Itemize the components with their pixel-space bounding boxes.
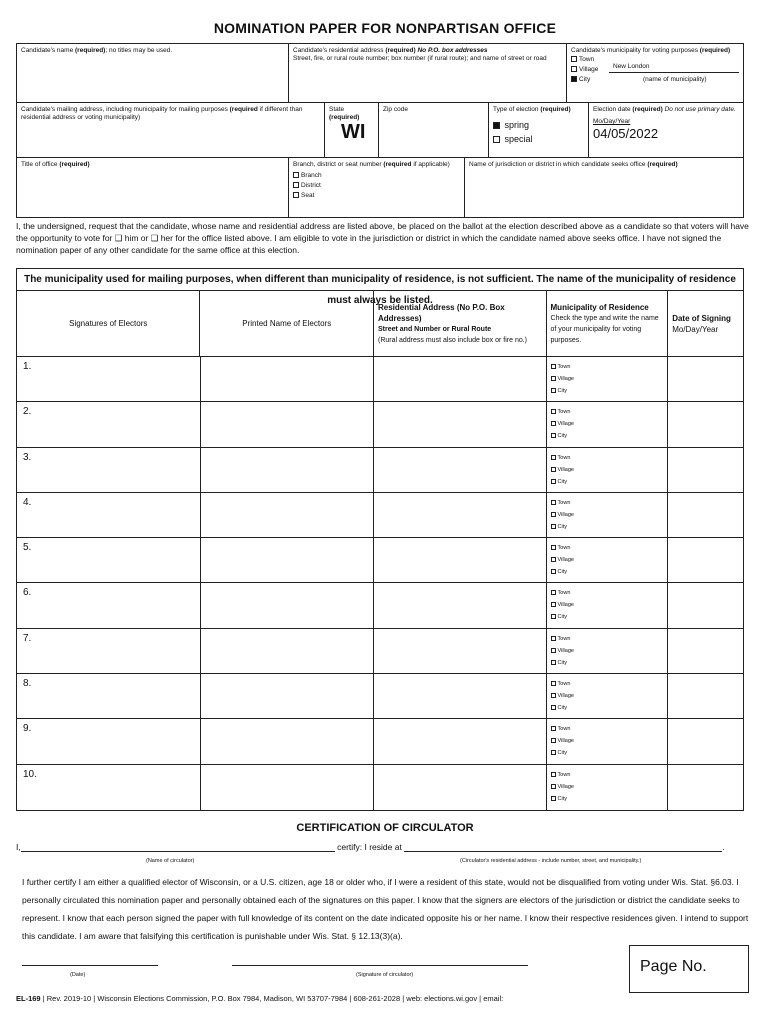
mun-opt-label: City bbox=[557, 388, 568, 394]
signature-caption: (Signature of circulator) bbox=[356, 972, 414, 978]
mun-title: Municipality of Residence bbox=[550, 302, 649, 312]
city-checkbox[interactable] bbox=[551, 660, 556, 665]
row-number: 2. bbox=[23, 406, 32, 418]
village-checkbox[interactable] bbox=[551, 693, 556, 698]
signature-cell[interactable] bbox=[17, 629, 201, 673]
table-row bbox=[17, 402, 743, 447]
state-label: State bbox=[329, 106, 345, 113]
jurisdiction-label: Name of jurisdiction or district in which candidate seeks office bbox=[469, 161, 646, 168]
mailing-label: Candidate's mailing address, including municipality for mailing purposes bbox=[21, 106, 228, 113]
certification-title: CERTIFICATION OF CIRCULATOR bbox=[296, 822, 474, 834]
town-checkbox[interactable] bbox=[551, 636, 556, 641]
signature-cell[interactable] bbox=[17, 493, 201, 537]
city-checkbox[interactable] bbox=[571, 76, 577, 82]
date-cell[interactable] bbox=[668, 493, 743, 537]
mun-opt-label: Town bbox=[557, 545, 571, 552]
residential-cell[interactable] bbox=[374, 674, 547, 718]
village-checkbox[interactable] bbox=[551, 421, 556, 426]
municipality-warning-banner: The municipality used for mailing purposes, when different than municipality of residence, is not sufficient. The name of the municipality of residence must always be listed. bbox=[17, 269, 743, 291]
residential-cell[interactable] bbox=[374, 719, 547, 763]
printed-name-cell[interactable] bbox=[201, 629, 375, 673]
printed-name-cell[interactable] bbox=[201, 538, 375, 582]
address-caption: (Circulator's residential address - include number, street, and municipality.) bbox=[460, 858, 642, 864]
circulator-address-input[interactable] bbox=[404, 843, 722, 852]
residential-cell[interactable] bbox=[374, 538, 547, 582]
footer bbox=[16, 994, 503, 1003]
date-cell[interactable] bbox=[668, 719, 743, 763]
table-row bbox=[17, 357, 743, 402]
col-signatures: Signatures of Electors bbox=[17, 291, 200, 356]
row-number: 1. bbox=[23, 361, 32, 372]
residential-cell[interactable] bbox=[374, 765, 547, 810]
mun-opt-label: City bbox=[557, 569, 568, 576]
mun-opt-label: Town bbox=[557, 454, 571, 461]
residential-address-field[interactable] bbox=[288, 43, 567, 103]
table-header bbox=[17, 291, 743, 357]
col-printed-name: Printed Name of Electors bbox=[200, 291, 374, 356]
residential-note: No P.O. box addresses bbox=[417, 47, 488, 54]
branch-opt: Branch bbox=[301, 172, 322, 179]
date-cell[interactable] bbox=[668, 583, 743, 627]
date-note: Do not use primary date. bbox=[664, 106, 736, 113]
municipality-cell[interactable] bbox=[547, 583, 669, 627]
mun-opt-label: City bbox=[557, 705, 568, 712]
mun-opt-label: Town bbox=[557, 635, 571, 642]
mun-opt-label: Town bbox=[557, 681, 571, 688]
signature-cell[interactable] bbox=[17, 402, 201, 446]
form-code: EL-169 bbox=[16, 994, 41, 1003]
date-format: Mo/Day/Year bbox=[593, 118, 631, 125]
zip-label: Zip code bbox=[383, 106, 408, 113]
municipality-cell[interactable] bbox=[547, 629, 669, 673]
printed-name-cell[interactable] bbox=[201, 448, 375, 492]
municipality-name[interactable]: New London bbox=[609, 62, 739, 73]
municipality-field[interactable] bbox=[566, 43, 744, 103]
date-caption: (Date) bbox=[70, 972, 86, 978]
town-checkbox[interactable] bbox=[551, 500, 556, 505]
village-checkbox[interactable] bbox=[551, 784, 556, 789]
signature-cell[interactable] bbox=[17, 719, 201, 763]
mun-opt-label: Village bbox=[557, 376, 574, 382]
mun-opt-label: City bbox=[557, 433, 568, 440]
district-opt: District bbox=[301, 182, 321, 189]
candidate-name-label: Candidate's name bbox=[21, 47, 74, 54]
residential-cell[interactable] bbox=[374, 357, 547, 401]
printed-name-cell[interactable] bbox=[201, 765, 375, 810]
row-number: 6. bbox=[23, 587, 32, 599]
election-type-field[interactable] bbox=[488, 102, 589, 158]
mun-opt-label: Village bbox=[557, 421, 574, 428]
residential-cell[interactable] bbox=[374, 402, 547, 446]
table-row bbox=[17, 719, 743, 764]
village-checkbox[interactable] bbox=[551, 376, 556, 381]
branch-checkbox[interactable] bbox=[293, 172, 299, 178]
mun-opt-label: Village bbox=[557, 511, 574, 518]
office-label: Title of office bbox=[21, 161, 58, 168]
date-label: Election date bbox=[593, 106, 631, 113]
branch-field[interactable] bbox=[288, 157, 465, 218]
mun-opt-label: Village bbox=[557, 466, 574, 473]
col-municipality bbox=[547, 291, 669, 356]
village-checkbox[interactable] bbox=[551, 467, 556, 472]
mun-opt-label: Town bbox=[557, 771, 571, 778]
mun-opt-label: City bbox=[557, 659, 568, 666]
village-checkbox[interactable] bbox=[551, 602, 556, 607]
town-label: Town bbox=[579, 56, 595, 63]
mailing-required: (required bbox=[229, 106, 258, 113]
town-checkbox[interactable] bbox=[551, 772, 556, 777]
jurisdiction-required: (required) bbox=[647, 161, 678, 168]
printed-name-cell[interactable] bbox=[201, 719, 375, 763]
circulator-name-input[interactable] bbox=[21, 843, 335, 852]
table-row bbox=[17, 538, 743, 583]
residential-sub: Street, fire, or rural route number; box number (if rural route); and name of street or road bbox=[293, 55, 547, 62]
table-row bbox=[17, 629, 743, 674]
residential-cell[interactable] bbox=[374, 448, 547, 492]
table-row bbox=[17, 765, 743, 810]
mun-opt-label: Town bbox=[557, 409, 571, 416]
city-checkbox[interactable] bbox=[551, 796, 556, 801]
printed-name-cell[interactable] bbox=[201, 402, 375, 446]
mun-opt-label: City bbox=[557, 750, 568, 757]
city-checkbox[interactable] bbox=[551, 705, 556, 710]
signature-table bbox=[16, 268, 744, 811]
col-residential bbox=[374, 291, 547, 356]
municipality-cell[interactable] bbox=[547, 719, 669, 763]
table-row bbox=[17, 493, 743, 538]
signature-cell[interactable] bbox=[17, 674, 201, 718]
town-checkbox[interactable] bbox=[551, 364, 556, 369]
state-field[interactable] bbox=[324, 102, 379, 158]
mun-opt-label: Village bbox=[557, 693, 574, 700]
state-value: WI bbox=[341, 121, 366, 143]
row-number: 7. bbox=[23, 632, 32, 644]
printed-name-cell[interactable] bbox=[201, 493, 375, 537]
village-checkbox[interactable] bbox=[551, 557, 556, 562]
date-cell[interactable] bbox=[668, 357, 743, 401]
municipality-cell[interactable] bbox=[547, 765, 669, 810]
candidate-name-field[interactable] bbox=[16, 43, 289, 103]
town-checkbox[interactable] bbox=[571, 56, 577, 62]
cert-date-input[interactable] bbox=[22, 957, 158, 966]
printed-name-cell[interactable] bbox=[201, 583, 375, 627]
table-row bbox=[17, 674, 743, 719]
municipality-cell[interactable] bbox=[547, 493, 669, 537]
date-title: Date of Signing bbox=[672, 313, 731, 323]
city-checkbox[interactable] bbox=[551, 750, 556, 755]
printed-name-cell[interactable] bbox=[201, 357, 375, 401]
date-cell[interactable] bbox=[668, 402, 743, 446]
candidate-name-note: ; no titles may be used. bbox=[105, 47, 173, 54]
mun-opt-label: Village bbox=[557, 602, 574, 609]
spring-label: spring bbox=[504, 120, 530, 130]
cert-signature-input[interactable] bbox=[232, 957, 528, 966]
branch-note: if applicable) bbox=[413, 161, 450, 168]
town-checkbox[interactable] bbox=[551, 681, 556, 686]
municipality-cell[interactable] bbox=[547, 674, 669, 718]
seat-checkbox[interactable] bbox=[293, 192, 299, 198]
row-number: 10. bbox=[23, 768, 37, 780]
mun-opt-label: Village bbox=[557, 738, 574, 745]
res-title: Residential Address (No P.O. Box Addresses) bbox=[378, 302, 505, 323]
office-required: (required) bbox=[59, 161, 90, 168]
city-checkbox[interactable] bbox=[551, 388, 556, 393]
spring-checkbox[interactable] bbox=[493, 122, 500, 129]
city-checkbox[interactable] bbox=[551, 479, 556, 484]
res-note: (Rural address must also include box or fire no.) bbox=[378, 336, 528, 344]
page-number-box[interactable]: Page No. bbox=[629, 945, 749, 993]
row-number: 3. bbox=[23, 451, 32, 463]
date-cell[interactable] bbox=[668, 765, 743, 810]
mun-opt-label: City bbox=[557, 478, 568, 485]
signature-cell[interactable] bbox=[17, 538, 201, 582]
branch-required: (required bbox=[383, 161, 412, 168]
municipality-cell[interactable] bbox=[547, 448, 669, 492]
date-required: (required) bbox=[632, 106, 663, 113]
mun-opt-label: Town bbox=[557, 364, 571, 370]
municipality-cell[interactable] bbox=[547, 357, 669, 401]
cert-mid: certify: I reside at bbox=[337, 842, 402, 852]
village-checkbox[interactable] bbox=[571, 66, 577, 72]
city-checkbox[interactable] bbox=[551, 614, 556, 619]
date-cell[interactable] bbox=[668, 629, 743, 673]
residential-cell[interactable] bbox=[374, 629, 547, 673]
state-required: (required) bbox=[329, 114, 360, 121]
table-row bbox=[17, 448, 743, 493]
municipality-label: Candidate's municipality for voting purposes bbox=[571, 47, 698, 54]
cert-prefix: I, bbox=[16, 842, 21, 852]
printed-name-cell[interactable] bbox=[201, 674, 375, 718]
row-number: 5. bbox=[23, 542, 32, 554]
mun-opt-label: Town bbox=[557, 499, 571, 506]
election-date-field[interactable] bbox=[588, 102, 744, 158]
mun-opt-label: City bbox=[557, 795, 568, 802]
village-checkbox[interactable] bbox=[551, 512, 556, 517]
type-label: Type of election bbox=[493, 106, 539, 113]
signature-cell[interactable] bbox=[17, 357, 201, 401]
type-required: (required) bbox=[540, 106, 571, 113]
city-checkbox[interactable] bbox=[551, 433, 556, 438]
jurisdiction-field[interactable] bbox=[464, 157, 744, 218]
name-caption: (Name of circulator) bbox=[146, 858, 195, 864]
residential-required: (required) bbox=[385, 47, 416, 54]
certification-line: I, certify: I reside at . bbox=[16, 842, 725, 852]
footer-text: | Rev. 2019-10 | Wisconsin Elections Commission, P.O. Box 7984, Madison, WI 53707-7984 | 608-261-2028 | web: elections.wi.gov | email: bbox=[40, 994, 504, 1003]
mun-note: Check the type and write the name of your municipality for voting purposes. bbox=[550, 314, 659, 344]
residential-cell[interactable] bbox=[374, 583, 547, 627]
mailing-note: if different than residential address or voting municipality) bbox=[21, 106, 303, 121]
seat-opt: Seat bbox=[301, 192, 315, 199]
mun-opt-label: Village bbox=[557, 783, 574, 790]
town-checkbox[interactable] bbox=[551, 545, 556, 550]
village-checkbox[interactable] bbox=[551, 648, 556, 653]
table-body bbox=[17, 357, 743, 810]
date-value: 04/05/2022 bbox=[593, 126, 659, 141]
office-title-field[interactable] bbox=[16, 157, 289, 218]
mun-opt-label: Village bbox=[557, 557, 574, 564]
town-checkbox[interactable] bbox=[551, 726, 556, 731]
town-checkbox[interactable] bbox=[551, 590, 556, 595]
date-cell[interactable] bbox=[668, 448, 743, 492]
date-fmt: Mo/Day/Year bbox=[672, 324, 719, 334]
mun-opt-label: City bbox=[557, 614, 568, 621]
city-checkbox[interactable] bbox=[551, 524, 556, 529]
town-checkbox[interactable] bbox=[551, 409, 556, 414]
certification-text: I further certify I am either a qualified elector of Wisconsin, or a U.S. citizen, age 18 or older who, if I were a resident of this state, would not be disqualified from voting under Wis. Stat. §6.03. I personally circulated this nomination paper and personally obtained each of the signatures on this paper. I know that the signers are electors of the jurisdiction or district the candidate seeks to represent. I know that each person signed the paper with full knowledge of its content on the date indicated opposite his or her name. I know their respective residences given. I intend to support this candidate. I am aware that falsifying this certification is punishable under Wis. Stat. § 12.13(3)(a). bbox=[22, 877, 749, 941]
mun-opt-label: Village bbox=[557, 647, 574, 654]
row-number: 8. bbox=[23, 678, 32, 690]
document-title: NOMINATION PAPER FOR NONPARTISAN OFFICE bbox=[213, 20, 557, 36]
city-checkbox[interactable] bbox=[551, 569, 556, 574]
village-checkbox[interactable] bbox=[551, 738, 556, 743]
mun-opt-label: Town bbox=[557, 590, 571, 597]
intro-statement: I, the undersigned, request that the candidate, whose name and residential address are listed above, be placed on the ballot at the election described above as a candidate so that voters will have the opportunity to vote for ❑ him or ❑ her for the office listed above. I am eligible to vote in the jurisdiction or district in which the candidate named above seeks office. I have not signed the nomination paper of any other candidate for the same office at this election. bbox=[16, 221, 749, 255]
row-number: 4. bbox=[23, 496, 32, 508]
town-checkbox[interactable] bbox=[551, 455, 556, 460]
signature-cell[interactable] bbox=[17, 448, 201, 492]
mun-opt-label: City bbox=[557, 523, 568, 530]
village-label: Village bbox=[579, 66, 599, 73]
municipality-cell[interactable] bbox=[547, 538, 669, 582]
zip-field[interactable] bbox=[378, 102, 489, 158]
date-cell[interactable] bbox=[668, 674, 743, 718]
municipality-required: (required) bbox=[699, 47, 731, 54]
branch-label: Branch, district or seat number bbox=[293, 161, 382, 168]
col-date bbox=[668, 291, 743, 356]
signature-cell[interactable] bbox=[17, 583, 201, 627]
municipality-caption: (name of municipality) bbox=[643, 76, 707, 83]
candidate-name-required: (required) bbox=[75, 47, 106, 54]
residential-cell[interactable] bbox=[374, 493, 547, 537]
city-label: City bbox=[579, 76, 591, 83]
res-sub: Street and Number or Rural Route bbox=[378, 325, 492, 333]
residential-label: Candidate's residential address bbox=[293, 47, 384, 54]
municipality-cell[interactable] bbox=[547, 402, 669, 446]
special-label: special bbox=[504, 134, 533, 144]
row-number: 9. bbox=[23, 723, 32, 735]
table-row bbox=[17, 583, 743, 628]
district-checkbox[interactable] bbox=[293, 182, 299, 188]
mailing-address-field[interactable] bbox=[16, 102, 325, 158]
special-checkbox[interactable] bbox=[493, 136, 500, 143]
signature-cell[interactable] bbox=[17, 765, 201, 810]
date-cell[interactable] bbox=[668, 538, 743, 582]
mun-opt-label: Town bbox=[557, 726, 571, 733]
